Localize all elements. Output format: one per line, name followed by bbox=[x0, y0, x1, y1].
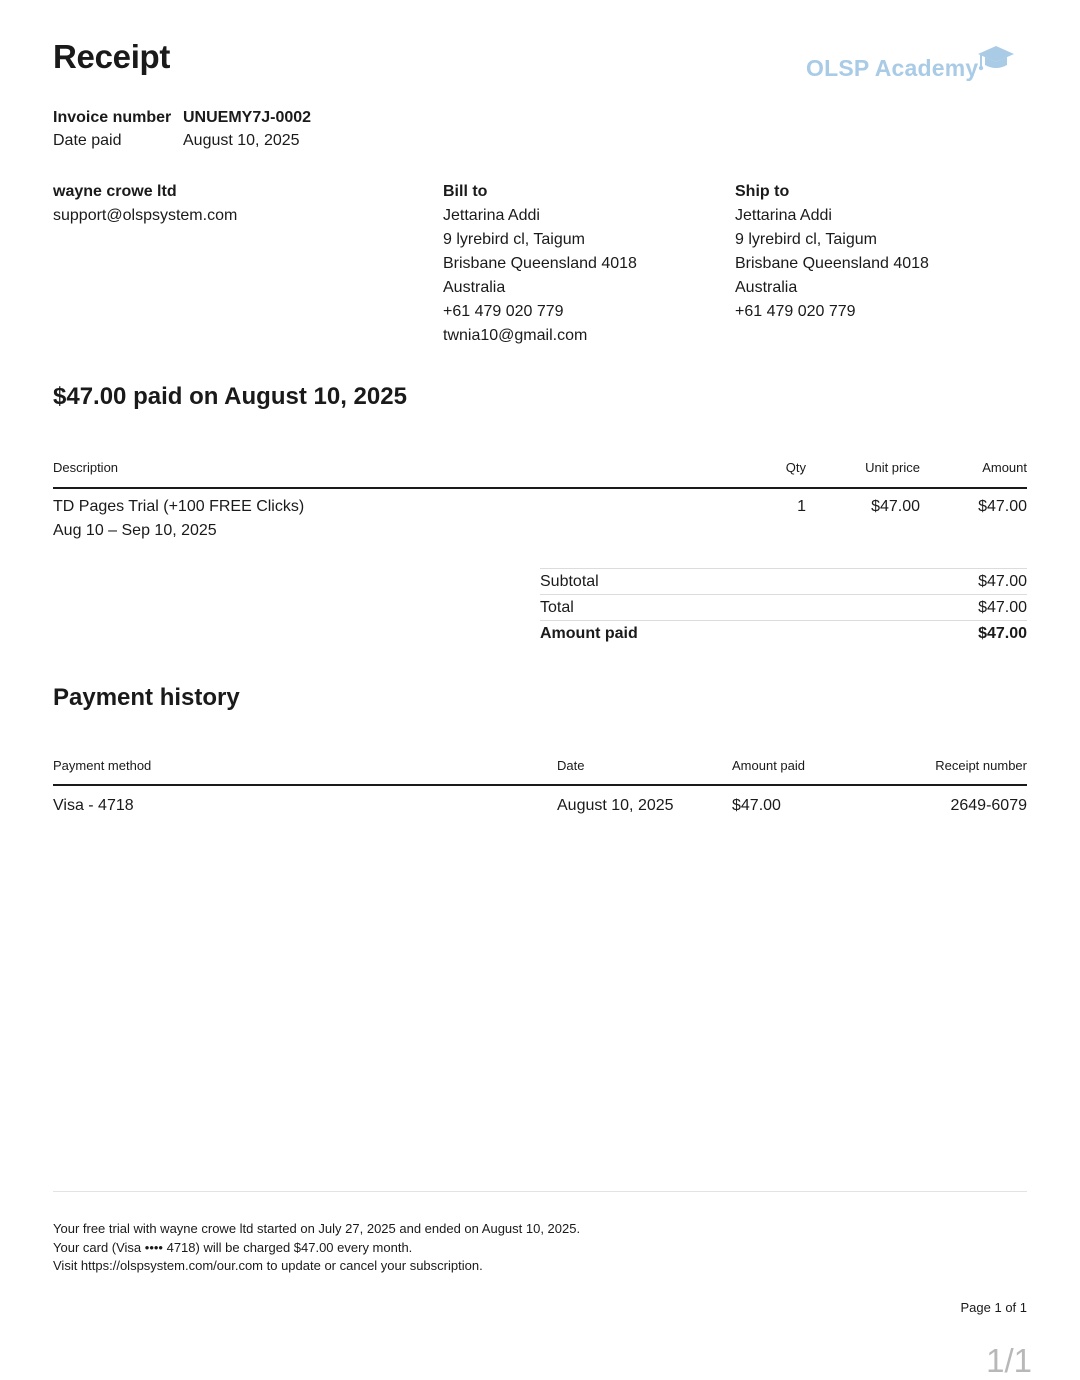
seller-name: wayne crowe ltd bbox=[53, 183, 177, 200]
col-receipt-number: Receipt number bbox=[935, 758, 1027, 773]
ship-to-phone: +61 479 020 779 bbox=[735, 303, 856, 320]
graduation-cap-icon bbox=[976, 44, 1016, 81]
date-paid-value: August 10, 2025 bbox=[183, 132, 300, 149]
ship-to-country: Australia bbox=[735, 279, 798, 296]
bill-to-heading: Bill to bbox=[443, 183, 488, 200]
page-number: Page 1 of 1 bbox=[960, 1300, 1027, 1315]
subtotal-label: Subtotal bbox=[540, 573, 599, 590]
totals-table bbox=[540, 568, 1027, 646]
bill-to-street: 9 lyrebird cl, Taigum bbox=[443, 231, 585, 248]
invoice-meta bbox=[53, 106, 311, 152]
payment-table-header bbox=[53, 757, 1027, 786]
footer-trial-line: Your free trial with wayne crowe ltd started on July 27, 2025 and ended on August 10, 2025. bbox=[53, 1221, 581, 1236]
table-row bbox=[53, 495, 1027, 543]
col-qty: Qty bbox=[785, 460, 806, 475]
item-unit-price: $47.00 bbox=[871, 498, 920, 515]
col-amount: Amount bbox=[982, 460, 1027, 475]
date-paid-label: Date paid bbox=[53, 132, 122, 149]
invoice-number-value: UNUEMY7J-0002 bbox=[183, 109, 312, 126]
ship-to bbox=[735, 180, 929, 324]
footer-charge-line: Your card (Visa •••• 4718) will be charged $47.00 every month. bbox=[53, 1239, 413, 1255]
subtotal-row bbox=[540, 568, 1027, 594]
subtotal-value: $47.00 bbox=[978, 573, 1027, 590]
payment-history-heading: Payment history bbox=[53, 684, 240, 711]
total-row bbox=[540, 594, 1027, 620]
bill-to-country: Australia bbox=[443, 279, 506, 296]
ship-to-street: 9 lyrebird cl, Taigum bbox=[735, 231, 877, 248]
bill-to bbox=[443, 180, 637, 348]
item-description-cell bbox=[53, 495, 304, 543]
footer-manage-line: Visit https://olspsystem.com/our.com to update or cancel your subscription. bbox=[53, 1258, 483, 1273]
payment-amount-value: $47.00 bbox=[732, 797, 781, 814]
amount-paid-label: Amount paid bbox=[540, 625, 638, 642]
brand-name: OLSP Academy bbox=[806, 55, 979, 81]
bill-to-email: twnia10@gmail.com bbox=[443, 327, 588, 344]
item-description: TD Pages Trial (+100 FREE Clicks) bbox=[53, 498, 305, 515]
footer-divider bbox=[53, 1191, 1027, 1192]
bill-to-phone: +61 479 020 779 bbox=[443, 303, 564, 320]
seller-info bbox=[53, 180, 237, 228]
item-amount: $47.00 bbox=[978, 498, 1027, 515]
bill-to-city: Brisbane Queensland 4018 bbox=[443, 255, 637, 272]
amount-paid-row bbox=[540, 620, 1027, 646]
item-period: Aug 10 – Sep 10, 2025 bbox=[53, 522, 217, 539]
receipt-number-value: 2649-6079 bbox=[950, 797, 1027, 814]
seller-email: support@olspsystem.com bbox=[53, 207, 238, 224]
footer-notes bbox=[53, 1220, 580, 1276]
total-label: Total bbox=[540, 599, 574, 616]
page-title: Receipt bbox=[53, 38, 171, 75]
ship-to-heading: Ship to bbox=[735, 183, 790, 200]
col-description: Description bbox=[53, 460, 119, 475]
payment-date-value: August 10, 2025 bbox=[557, 797, 674, 814]
payment-method-value: Visa - 4718 bbox=[53, 797, 134, 814]
ship-to-city: Brisbane Queensland 4018 bbox=[735, 255, 929, 272]
brand-logo bbox=[806, 44, 1016, 84]
item-qty: 1 bbox=[797, 498, 806, 515]
amount-paid-value: $47.00 bbox=[978, 625, 1027, 642]
col-payment-method: Payment method bbox=[53, 758, 152, 773]
table-row bbox=[53, 794, 1027, 818]
viewer-page-indicator: 1/1 bbox=[986, 1342, 1032, 1379]
items-table-header bbox=[53, 458, 1027, 489]
ship-to-name: Jettarina Addi bbox=[735, 207, 832, 224]
col-date: Date bbox=[557, 758, 585, 773]
payment-summary: $47.00 paid on August 10, 2025 bbox=[53, 383, 407, 410]
invoice-number-label: Invoice number bbox=[53, 109, 172, 126]
col-amount-paid: Amount paid bbox=[732, 758, 805, 773]
total-value: $47.00 bbox=[978, 599, 1027, 616]
col-unit-price: Unit price bbox=[865, 460, 920, 475]
bill-to-name: Jettarina Addi bbox=[443, 207, 540, 224]
